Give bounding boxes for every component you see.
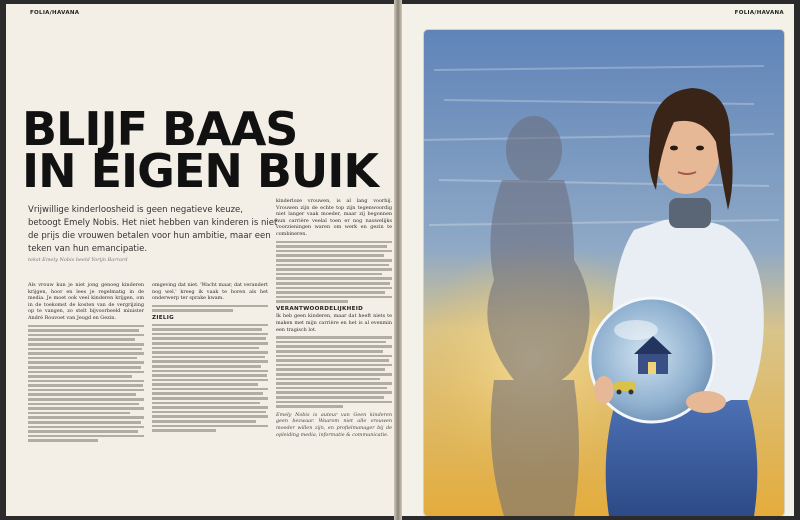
article-illustration	[424, 30, 784, 516]
running-header-right: FOLIA/HAVANA	[734, 10, 784, 16]
body-column-1	[28, 282, 144, 443]
left-page	[6, 4, 394, 516]
running-header-left: FOLIA/HAVANA	[30, 10, 80, 16]
col3-filler-text	[276, 241, 392, 303]
body-column-2	[152, 282, 268, 433]
author-bio: Emely Nobis is auteur van Geen kinderen geen bezwaar. Waarom niet alle vrouwen moeder willen zijn, en profielmanager bij de opleiding media, informatie & communicatie.	[276, 411, 392, 438]
right-page	[402, 4, 794, 516]
article-title	[22, 102, 382, 198]
body-column-3	[276, 198, 392, 441]
col2-paragraph: omgeving dat niet. 'Wacht maar, dat verandert nog wel,' kreeg ik vaak te horen als het onderwerp ter sprake kwam.	[152, 282, 268, 302]
col3-paragraph-2: Ik heb geen kinderen, maar dat heeft niets te maken met mijn carrière en het is al evenmin een tragisch lot.	[276, 313, 392, 333]
article-lede: Vrijwillige kinderloosheid is geen negatieve keuze, betoogt Emely Nobis. Het niet hebben van kinderen is niet de prijs die vrouwen betalen voor hun ambitie, maar een teken van hun emancipatie.	[28, 205, 278, 254]
page-gutter	[394, 0, 402, 520]
title-line-1: BLIJF BAAS	[22, 102, 298, 156]
col1-filler-text	[28, 325, 144, 442]
col3-filler-text-2	[276, 336, 392, 408]
col1-paragraph: Als vrouw kun je niet jong genoeg kinderen krijgen, hoor en lees je regelmatig in de media. Je moet ook veel kinderen krijgen, om in de toekomst de kosten van de vergrijzing op te vangen, zo stelt bijvoorbeeld minister André Rouvoet van Jeugd en Gezin.	[28, 282, 144, 321]
section-heading-zielig: ZIELIG	[152, 314, 174, 321]
section-heading-verantwoordelijkheid: VERANTWOORDELIJKHEID	[276, 305, 364, 312]
illustration-svg	[424, 30, 784, 516]
col3-paragraph: kinderloze vrouwen, is al lang voorbij. Vrouwen zijn de echte top zijn tegenwoordig niet langer vaak moeder, maar zij begonnen hun carrière veelal toen er nog nauwelijks voorzieningen waren om werk en gezin te combineren.	[276, 198, 392, 237]
title-line-2: IN EIGEN BUIK	[22, 144, 379, 198]
article-credit: tekst Emely Nobis beeld Yorijn Barrard	[28, 257, 128, 263]
col2-filler-text	[152, 324, 268, 432]
